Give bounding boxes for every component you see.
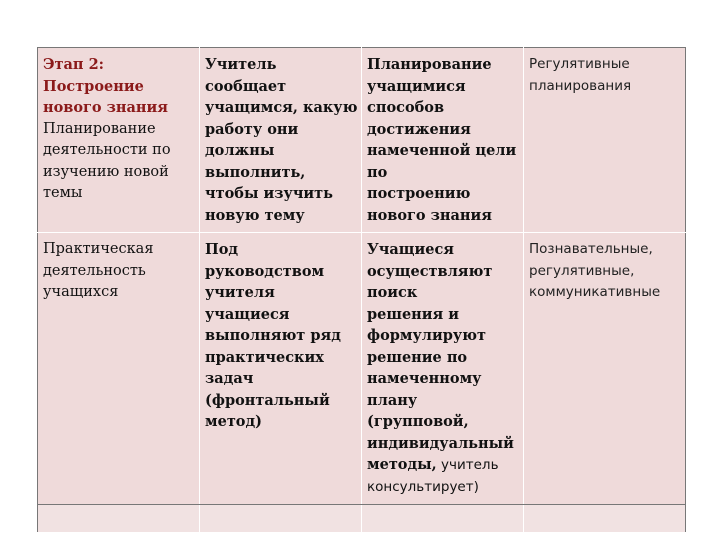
cell-line: Практическая [43, 241, 154, 257]
cell-line: регулятивные, [529, 262, 635, 279]
cell-line: поиск [367, 284, 418, 301]
cell-line: решения и [367, 305, 460, 323]
cell-line: задач [205, 370, 254, 387]
cell-line: деятельность [43, 262, 146, 279]
cell-line [367, 454, 518, 477]
empty-cell [524, 505, 686, 533]
stage-desc-line: Планирование [43, 120, 156, 137]
stage-desc-line: деятельности по [43, 142, 171, 158]
cell-line: осуществляют [367, 262, 493, 280]
cell-line: построению [367, 185, 471, 202]
cell-line: руководством [205, 262, 325, 280]
cell-line: работу они [205, 120, 299, 138]
cell-line: консультирует) [367, 478, 479, 495]
empty-cell [200, 505, 362, 533]
stage-title-line: Этап 2: [43, 56, 105, 73]
stage-cell [38, 48, 200, 233]
cell-line: учащихся [43, 284, 119, 300]
table-row [38, 233, 686, 505]
cell-line: учащиеся [205, 305, 290, 323]
cell-line: Учащиеся [367, 241, 454, 258]
teacher-activity-cell [200, 48, 362, 233]
student-activity-cell [362, 233, 524, 505]
cell-line: индивидуальный [367, 434, 514, 452]
table-row [38, 48, 686, 233]
empty-cell [38, 505, 200, 533]
table-row-empty [38, 505, 686, 533]
student-activity-cell [362, 48, 524, 233]
cell-line: планирования [529, 77, 632, 94]
cell-line: должны [205, 142, 275, 159]
methods-word: методы, [367, 456, 437, 473]
cell-line: учащимися [367, 77, 466, 95]
stage-title-line: Построение [43, 77, 144, 95]
cell-line: сообщает [205, 77, 287, 95]
cell-line: Под [205, 241, 239, 258]
cell-line: достижения [367, 120, 471, 138]
cell-line: намеченному [367, 370, 482, 387]
cell-line: учителя [205, 284, 275, 301]
stage-cell [38, 233, 200, 505]
uud-cell [524, 48, 686, 233]
cell-line: плану [367, 391, 418, 409]
cell-line: Регулятивные [529, 56, 630, 72]
teacher-word: учитель [436, 457, 499, 473]
cell-line: нового знания [367, 206, 492, 224]
cell-line: коммуникативные [529, 284, 661, 300]
cell-line: (фронтальный [205, 391, 330, 409]
stage-desc-line: темы [43, 185, 83, 201]
cell-line: Познавательные, [529, 241, 653, 257]
cell-line: практических [205, 348, 324, 366]
stage-title-line: нового знания [43, 99, 168, 116]
cell-line: способов [367, 99, 445, 116]
cell-line: чтобы изучить [205, 185, 334, 202]
cell-line: новую тему [205, 206, 305, 224]
cell-line: выполнить, [205, 163, 306, 181]
cell-line: намеченной цели [367, 142, 517, 159]
stage-desc-line: изучению новой [43, 163, 169, 180]
lesson-plan-table [37, 47, 685, 533]
cell-line: выполняют ряд [205, 327, 341, 344]
cell-line: формулируют [367, 327, 487, 344]
cell-line: Планирование [367, 56, 492, 73]
cell-line: по [367, 163, 388, 181]
cell-line: (групповой, [367, 413, 469, 430]
cell-line: решение по [367, 348, 468, 366]
cell-line: метод) [205, 413, 263, 430]
teacher-activity-cell [200, 233, 362, 505]
uud-cell [524, 233, 686, 505]
cell-line: Учитель [205, 56, 277, 73]
empty-cell [362, 505, 524, 533]
cell-line: учащимся, какую [205, 99, 358, 116]
